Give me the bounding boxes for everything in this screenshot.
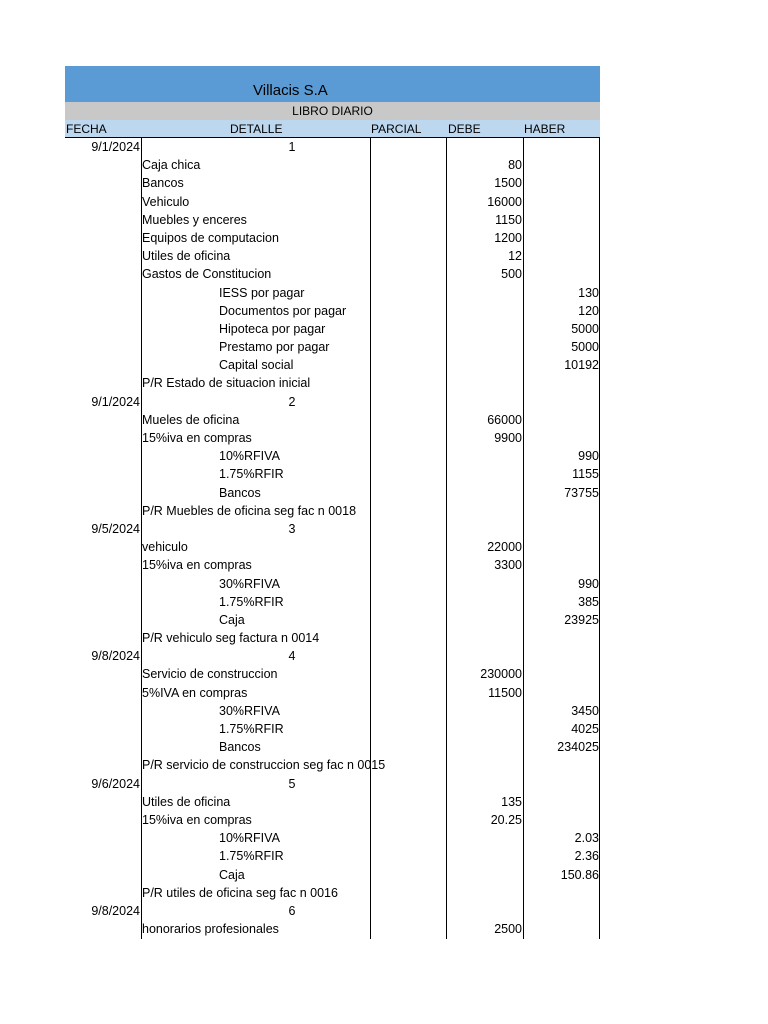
journal-row — [65, 647, 600, 665]
entry-number: 2 — [288, 394, 296, 409]
account-name: Utiles de oficina — [142, 249, 231, 264]
debit-amount: 22000 — [487, 540, 522, 555]
debit-amount: 1200 — [494, 230, 522, 245]
credit-amount: 5000 — [571, 321, 599, 336]
journal-row — [65, 320, 600, 338]
journal-row — [65, 538, 600, 556]
account-name: Caja chica — [142, 158, 201, 173]
account-name: 15%iva en compras — [142, 558, 252, 573]
journal-row — [65, 284, 600, 302]
credit-amount: 120 — [578, 303, 599, 318]
account-name: Caja — [219, 612, 245, 627]
journal-row — [65, 174, 600, 192]
debit-amount: 2500 — [494, 922, 522, 937]
debit-amount: 3300 — [494, 558, 522, 573]
account-name: 10%RFIVA — [219, 449, 280, 464]
credit-amount: 4025 — [571, 722, 599, 736]
account-name: 30%RFIVA — [219, 576, 280, 591]
entry-date: 9/8/2024 — [91, 903, 140, 918]
header-haber: HABER — [524, 122, 566, 136]
journal-row — [65, 265, 600, 283]
journal-row — [65, 902, 600, 920]
journal-row — [65, 138, 600, 156]
credit-amount: 990 — [578, 449, 599, 464]
account-name: 5%IVA en compras — [142, 685, 248, 700]
journal-body — [65, 138, 600, 938]
journal-row — [65, 211, 600, 229]
header-fecha: FECHA — [66, 122, 107, 136]
journal-row — [65, 429, 600, 447]
journal-row — [65, 502, 600, 520]
credit-amount: 5000 — [571, 340, 599, 355]
debit-amount: 135 — [501, 794, 522, 809]
title-band — [65, 66, 600, 102]
journal-row — [65, 556, 600, 574]
journal-row — [65, 156, 600, 174]
journal-row — [65, 847, 600, 865]
header-debe: DEBE — [448, 122, 481, 136]
account-name: Bancos — [219, 485, 261, 500]
account-name: P/R Estado de situacion inicial — [142, 376, 311, 391]
entry-number: 6 — [288, 903, 296, 918]
credit-amount: 23925 — [564, 612, 599, 627]
debit-amount: 12 — [508, 249, 522, 264]
account-name: 1.75%RFIR — [219, 467, 284, 482]
entry-number: 1 — [288, 140, 296, 154]
debit-amount: 66000 — [487, 412, 522, 427]
journal-row — [65, 793, 600, 811]
journal-row — [65, 575, 600, 593]
debit-amount: 1150 — [495, 212, 522, 227]
account-name: 1.75%RFIR — [219, 722, 284, 736]
debit-amount: 20.25 — [490, 812, 522, 827]
entry-date: 9/5/2024 — [91, 521, 140, 536]
credit-amount: 1155 — [572, 467, 599, 482]
account-name: Bancos — [219, 740, 261, 755]
journal-row — [65, 484, 600, 502]
debit-amount: 16000 — [487, 194, 522, 209]
account-name: Equipos de computacion — [142, 230, 279, 245]
account-name: IESS por pagar — [219, 285, 305, 300]
account-name: 1.75%RFIR — [219, 594, 284, 609]
journal-row — [65, 447, 600, 465]
debit-amount: 500 — [501, 267, 522, 282]
account-name: Bancos — [142, 176, 184, 191]
entry-date: 9/6/2024 — [91, 776, 140, 791]
journal-row — [65, 374, 600, 392]
journal-row — [65, 356, 600, 374]
account-name: 15%iva en compras — [142, 812, 252, 827]
account-name: honorarios profesionales — [142, 922, 279, 937]
journal-row — [65, 247, 600, 265]
credit-amount: 385 — [578, 594, 599, 609]
journal-row — [65, 520, 600, 538]
journal-row — [65, 338, 600, 356]
debit-amount: 80 — [508, 158, 522, 173]
credit-amount: 2.03 — [574, 831, 599, 846]
credit-amount: 990 — [578, 576, 599, 591]
entry-date: 9/8/2024 — [91, 649, 140, 664]
credit-amount: 150.86 — [560, 867, 599, 882]
journal-row — [65, 920, 600, 938]
account-name: 1.75%RFIR — [219, 849, 284, 864]
journal-row — [65, 684, 600, 702]
account-name: Vehiculo — [142, 194, 190, 209]
journal-row — [65, 702, 600, 720]
entry-number: 4 — [288, 649, 296, 664]
entry-number: 5 — [288, 776, 296, 791]
account-name: Mueles de oficina — [142, 412, 240, 427]
company-name: Villacis S.A — [253, 82, 328, 99]
account-name: 10%RFIVA — [219, 831, 280, 846]
credit-amount: 234025 — [557, 740, 599, 755]
account-name: P/R vehiculo seg factura n 0014 — [142, 631, 320, 646]
journal-row — [65, 738, 600, 756]
entry-number: 3 — [288, 521, 296, 536]
account-name: Hipoteca por pagar — [219, 321, 326, 336]
account-name: P/R Muebles de oficina seg fac n 0018 — [142, 503, 357, 518]
journal-row — [65, 756, 600, 774]
account-name: Documentos por pagar — [219, 303, 347, 318]
account-name: 15%iva en compras — [142, 431, 252, 445]
header-detalle: DETALLE — [230, 122, 283, 136]
account-name: Servicio de construccion — [142, 667, 278, 682]
journal-row — [65, 593, 600, 611]
journal-row — [65, 720, 600, 738]
account-name: vehiculo — [142, 540, 188, 555]
debit-amount: 1500 — [494, 176, 522, 191]
credit-amount: 130 — [578, 285, 599, 300]
debit-amount: 9900 — [494, 431, 522, 445]
account-name: Utiles de oficina — [142, 794, 231, 809]
journal-row — [65, 611, 600, 629]
debit-amount: 230000 — [480, 667, 522, 682]
journal-row — [65, 866, 600, 884]
credit-amount: 10192 — [564, 358, 599, 373]
entry-date: 9/1/2024 — [91, 140, 140, 154]
debit-amount: 11500 — [488, 685, 522, 700]
credit-amount: 3450 — [571, 703, 599, 718]
journal-row — [65, 465, 600, 483]
journal-row — [65, 229, 600, 247]
header-parcial: PARCIAL — [371, 122, 422, 136]
journal-row — [65, 629, 600, 647]
journal-row — [65, 884, 600, 902]
journal-row — [65, 393, 600, 411]
journal-row — [65, 411, 600, 429]
entry-date: 9/1/2024 — [91, 394, 140, 409]
journal-row — [65, 829, 600, 847]
account-name: Capital social — [219, 358, 294, 373]
journal-row — [65, 775, 600, 793]
account-name: Prestamo por pagar — [219, 340, 330, 355]
journal-row — [65, 302, 600, 320]
book-title: LIBRO DIARIO — [65, 102, 600, 120]
column-headers — [65, 120, 600, 138]
account-name: P/R utiles de oficina seg fac n 0016 — [142, 885, 338, 900]
credit-amount: 73755 — [564, 485, 599, 500]
account-name: Caja — [219, 867, 245, 882]
journal-sheet — [65, 66, 600, 938]
account-name: Muebles y enceres — [142, 212, 247, 227]
journal-row — [65, 193, 600, 211]
account-name: Gastos de Constitucion — [142, 267, 272, 282]
account-name: P/R servicio de construccion seg fac n 0015 — [142, 758, 386, 773]
journal-row — [65, 665, 600, 683]
account-name: 30%RFIVA — [219, 703, 280, 718]
journal-row — [65, 811, 600, 829]
credit-amount: 2.36 — [574, 849, 599, 864]
